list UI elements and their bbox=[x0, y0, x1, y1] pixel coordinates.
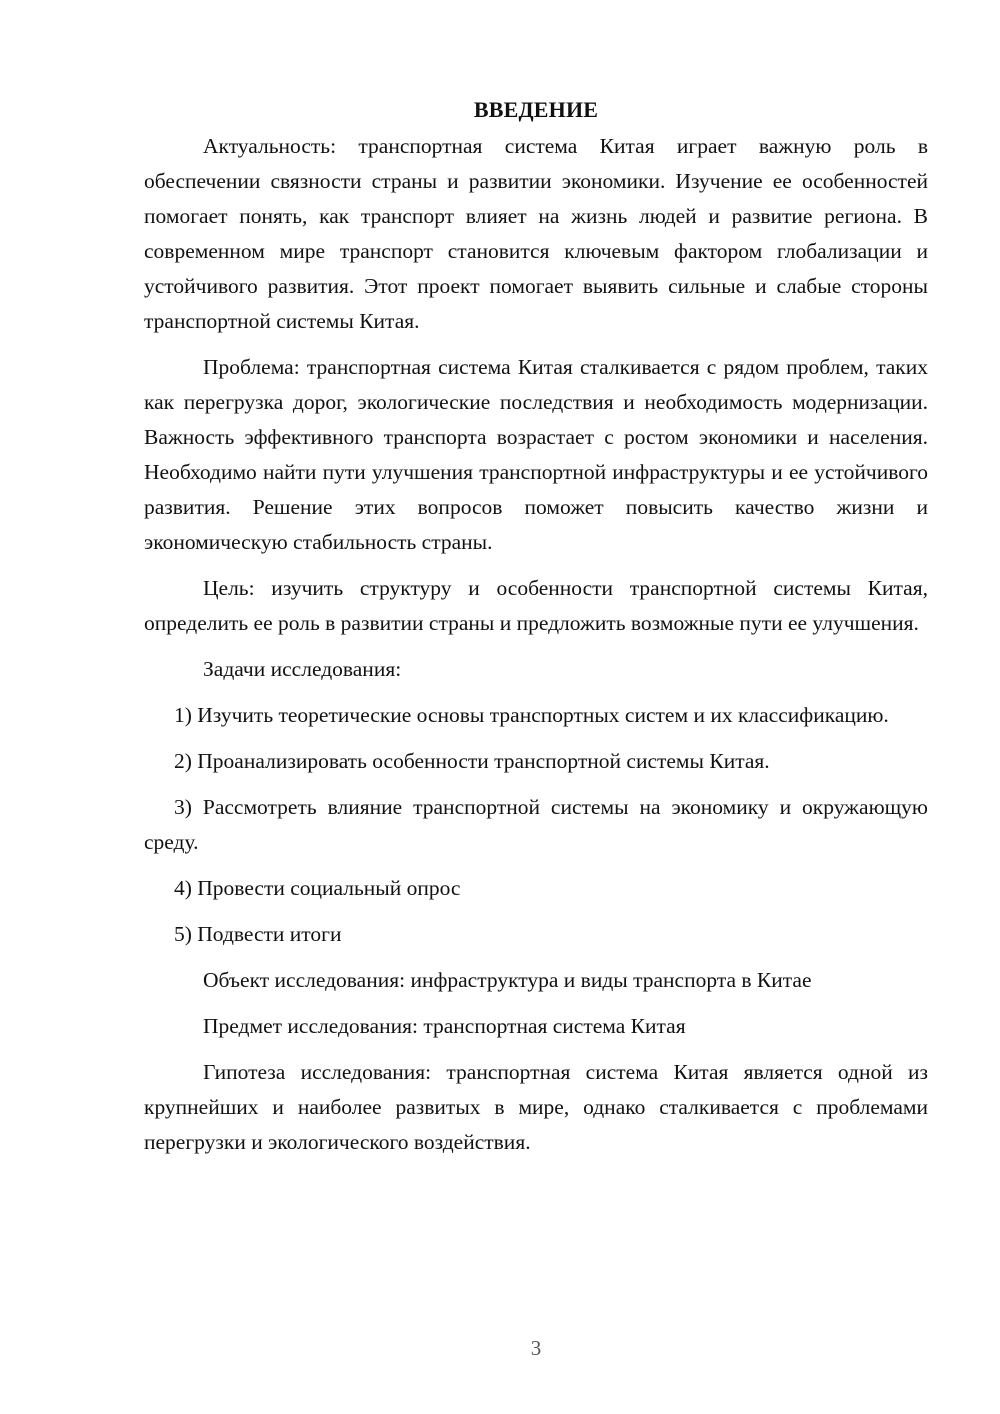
section-heading: ВВЕДЕНИЕ bbox=[473, 97, 599, 122]
tasks-heading: Задачи исследования: bbox=[203, 657, 402, 681]
task-item-4: 4) Провести социальный опрос bbox=[174, 876, 461, 900]
relevance-paragraph: Актуальность: транспортная система Китая играет важную роль в обеспечении связности страны и развитии экономики. Изучение ее особенностей помогает понять, как транспорт влияет на жизнь людей и развитие региона. В современном мире транспорт становится ключевым фактором глобализации и устойчивого развития. Этот проект помогает выявить сильные и слабые стороны транспортной системы Китая. bbox=[144, 134, 928, 333]
task-item-3: 3) Рассмотреть влияние транспортной системы на экономику и окружающую среду. bbox=[144, 795, 928, 854]
object-paragraph: Объект исследования: инфраструктура и виды транспорта в Китае bbox=[203, 968, 812, 992]
goal-paragraph: Цель: изучить структуру и особенности транспортной системы Китая, определить ее роль в развитии страны и предложить возможные пути ее улучшения. bbox=[144, 576, 928, 635]
hypothesis-paragraph: Гипотеза исследования: транспортная система Китая является одной из крупнейших и наиболее развитых в мире, однако сталкивается с проблемами перегрузки и экологического воздействия. bbox=[144, 1060, 928, 1154]
task-item-5: 5) Подвести итоги bbox=[174, 922, 342, 946]
task-item-1: 1) Изучить теоретические основы транспортных систем и их классификацию. bbox=[174, 703, 889, 727]
document-page bbox=[144, 92, 928, 1171]
page-number: 3 bbox=[530, 1336, 542, 1360]
tasks-list bbox=[144, 698, 928, 952]
problem-paragraph: Проблема: транспортная система Китая сталкивается с рядом проблем, таких как перегрузка дорог, экологические последствия и необходимость модернизации. Важность эффективного транспорта возрастает с ростом экономики и населения. Необходимо найти пути улучшения транспортной инфраструктуры и ее устойчивого развития. Решение этих вопросов поможет повысить качество жизни и экономическую стабильность страны. bbox=[144, 355, 928, 554]
subject-paragraph: Предмет исследования: транспортная система Китая bbox=[203, 1014, 686, 1038]
task-item-2: 2) Проанализировать особенности транспортной системы Китая. bbox=[174, 749, 770, 773]
